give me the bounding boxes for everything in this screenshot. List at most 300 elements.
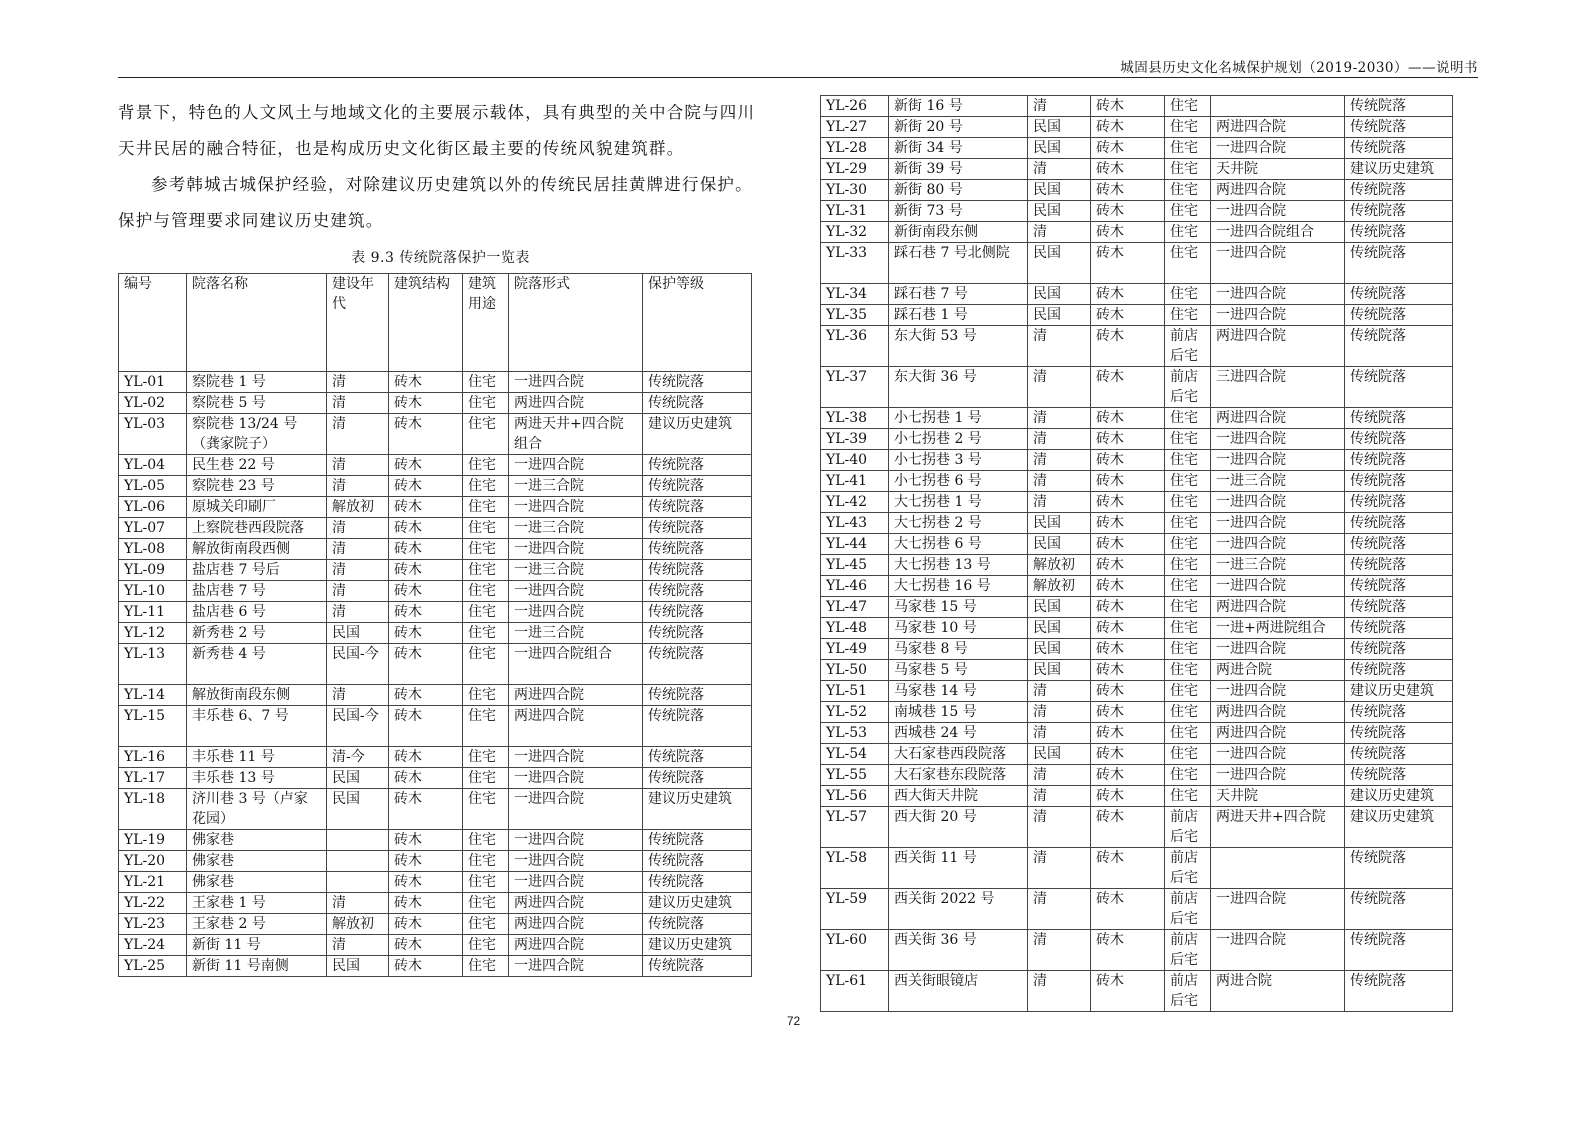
table-cell: 一进三合院 [509,476,643,497]
table-cell: 住宅 [1165,597,1211,618]
table-cell: 传统院落 [1345,618,1453,639]
table-cell: 传统院落 [1345,513,1453,534]
table-cell: YL-46 [821,576,889,597]
table-cell: YL-34 [821,284,889,305]
table-cell: 清 [327,602,389,623]
table-cell: 两进四合院 [509,935,643,956]
table-cell: 新街 39 号 [889,159,1028,180]
table-cell: YL-44 [821,534,889,555]
table-cell: 民国 [1028,305,1091,326]
table-cell: 一进四合院 [509,956,643,977]
table-cell: 南城巷 15 号 [889,702,1028,723]
table-cell: 住宅 [1165,618,1211,639]
table-cell: 砖木 [389,768,463,789]
table-cell: YL-20 [119,851,187,872]
table-cell: 传统院落 [643,706,752,747]
table-cell: 一进四合院 [1211,450,1345,471]
table-cell: 解放街南段东侧 [187,685,327,706]
table-cell: 住宅 [463,893,509,914]
table-row [821,639,1453,660]
body-paragraph-2: 参考韩城古城保护经验，对除建议历史建筑以外的传统民居挂黄牌进行保护。保护与管理要求同建议历史建筑。 [118,175,753,230]
table-cell: 清 [1028,326,1091,367]
table-cell: 砖木 [389,497,463,518]
table-cell: 砖木 [1091,117,1165,138]
table-cell: 清 [1028,492,1091,513]
table-cell: 踩石巷 7 号 [889,284,1028,305]
table-cell: 砖木 [1091,429,1165,450]
table-cell: 一进四合院 [509,789,643,830]
table-cell: 盐店巷 7 号后 [187,560,327,581]
table-cell: 住宅 [463,539,509,560]
table-cell: 砖木 [1091,222,1165,243]
table-cell: 民国 [1028,744,1091,765]
table-cell: 砖木 [1091,639,1165,660]
table-cell: 传统院落 [1345,180,1453,201]
table-cell: 两进合院 [1211,660,1345,681]
table-cell: 前店后宅 [1165,930,1211,971]
table-row [119,914,752,935]
table-cell: 建议历史建筑 [1345,807,1453,848]
table-cell: 盐店巷 7 号 [187,581,327,602]
table-cell: 大七拐巷 16 号 [889,576,1028,597]
table-cell: 大七拐巷 2 号 [889,513,1028,534]
table-cell: YL-59 [821,889,889,930]
table-cell: 清 [1028,367,1091,408]
table-cell: 砖木 [389,935,463,956]
table-cell: 传统院落 [1345,555,1453,576]
table-row [821,971,1453,1012]
table-cell: 前店后宅 [1165,848,1211,889]
table-cell: 新街 16 号 [889,96,1028,117]
table-cell: 砖木 [389,747,463,768]
table-cell: 两进天井+四合院组合 [509,414,643,455]
table-cell: 传统院落 [643,476,752,497]
table-cell: 传统院落 [1345,471,1453,492]
table-body-right [821,96,1453,1012]
table-cell: 一进四合院 [1211,492,1345,513]
table-cell: 砖木 [389,644,463,685]
table-cell: 传统院落 [1345,660,1453,681]
table-cell: YL-10 [119,581,187,602]
table-cell: YL-08 [119,539,187,560]
table-cell: 清 [327,518,389,539]
table-cell: 清 [327,581,389,602]
table-row [821,930,1453,971]
table-cell: 住宅 [1165,450,1211,471]
table-cell: 一进四合院 [1211,513,1345,534]
table-cell: 传统院落 [1345,305,1453,326]
table-cell: YL-35 [821,305,889,326]
table-cell: 传统院落 [1345,492,1453,513]
table-cell: 砖木 [1091,971,1165,1012]
table-cell: YL-36 [821,326,889,367]
table-cell: 清 [327,539,389,560]
table-cell: 砖木 [1091,618,1165,639]
table-cell: 砖木 [389,414,463,455]
table-cell: 砖木 [1091,555,1165,576]
table-cell: YL-51 [821,681,889,702]
table-cell: 两进四合院 [1211,702,1345,723]
table-cell: 盐店巷 6 号 [187,602,327,623]
table-row [821,96,1453,117]
table-cell: 住宅 [463,602,509,623]
table-cell: 传统院落 [643,644,752,685]
table-cell: 砖木 [1091,807,1165,848]
table-row [119,872,752,893]
table-cell: 清 [1028,96,1091,117]
table-cell: 马家巷 14 号 [889,681,1028,702]
table-cell: 民国 [1028,513,1091,534]
left-column [118,95,763,977]
table-cell: 清 [1028,765,1091,786]
table-cell: YL-50 [821,660,889,681]
table-cell: YL-31 [821,201,889,222]
table-cell: 住宅 [1165,555,1211,576]
table-cell: YL-48 [821,618,889,639]
table-cell: 住宅 [463,914,509,935]
table-cell: 住宅 [463,706,509,747]
table-cell: YL-55 [821,765,889,786]
table-cell: YL-58 [821,848,889,889]
table-cell: YL-39 [821,429,889,450]
table-cell: 两进四合院 [509,393,643,414]
table-cell: 住宅 [463,581,509,602]
table-cell: 新街 11 号南侧 [187,956,327,977]
table-cell: 一进四合院 [509,539,643,560]
table-cell: 大石家巷西段院落 [889,744,1028,765]
table-cell: 传统院落 [643,602,752,623]
table-cell: YL-22 [119,893,187,914]
table-cell: 住宅 [1165,138,1211,159]
table-cell: 砖木 [1091,96,1165,117]
table-row [119,851,752,872]
table-cell: 砖木 [389,623,463,644]
table-cell: 民国 [1028,597,1091,618]
table-cell: 住宅 [1165,534,1211,555]
table-row [119,893,752,914]
table-cell: 砖木 [1091,702,1165,723]
table-cell: 小七拐巷 3 号 [889,450,1028,471]
table-cell: 传统院落 [1345,930,1453,971]
table-cell: 新街 80 号 [889,180,1028,201]
table-cell: 一进四合院 [509,851,643,872]
table-cell: 民国-今 [327,706,389,747]
table-cell: 民国 [1028,639,1091,660]
table-cell: 砖木 [389,602,463,623]
table-cell: 传统院落 [1345,367,1453,408]
table-cell: 砖木 [1091,786,1165,807]
table-cell: 住宅 [463,497,509,518]
table-cell: 上察院巷西段院落 [187,518,327,539]
table-cell: 一进四合院 [1211,930,1345,971]
table-cell: 一进四合院 [1211,681,1345,702]
table-row [821,807,1453,848]
table-cell: YL-56 [821,786,889,807]
table-cell: 一进四合院 [509,455,643,476]
table-cell: 天井院 [1211,786,1345,807]
table-cell: 住宅 [463,830,509,851]
table-cell: 住宅 [1165,243,1211,284]
table-row [821,326,1453,367]
table-cell: 两进四合院 [1211,326,1345,367]
header-cell: 建设年代 [327,274,389,372]
table-cell: 民国 [1028,534,1091,555]
table-cell: 一进四合院 [1211,305,1345,326]
table-cell: 一进四合院 [1211,138,1345,159]
table-cell: 新秀巷 2 号 [187,623,327,644]
table-cell [327,872,389,893]
table-cell: YL-23 [119,914,187,935]
table-cell: 传统院落 [643,560,752,581]
table-cell: 两进四合院 [1211,723,1345,744]
table-cell: 住宅 [1165,471,1211,492]
table-cell: YL-32 [821,222,889,243]
table-row [119,830,752,851]
table-cell: 传统院落 [643,623,752,644]
table-cell: 住宅 [463,747,509,768]
table-cell: YL-12 [119,623,187,644]
table-cell: 砖木 [1091,723,1165,744]
table-cell: 清 [1028,848,1091,889]
table-cell: 住宅 [463,935,509,956]
table-cell: 清 [1028,702,1091,723]
table-cell: 一进四合院 [509,830,643,851]
table-cell: 传统院落 [1345,639,1453,660]
table-row [119,935,752,956]
table-cell: 丰乐巷 13 号 [187,768,327,789]
table-cell: 西城巷 24 号 [889,723,1028,744]
table-cell: 清 [327,893,389,914]
table-cell: 建议历史建筑 [1345,786,1453,807]
table-cell: 住宅 [1165,702,1211,723]
table-cell: 一进三合院 [509,623,643,644]
table-cell: 一进四合院 [509,497,643,518]
table-row [821,513,1453,534]
table-cell: 传统院落 [1345,702,1453,723]
table-cell: 一进三合院 [1211,555,1345,576]
table-row [821,848,1453,889]
table-cell: 住宅 [463,414,509,455]
table-cell: YL-41 [821,471,889,492]
table-cell: 砖木 [1091,471,1165,492]
courtyard-table-left [118,273,752,977]
table-cell: 一进三合院 [509,518,643,539]
table-header-row [119,274,752,372]
table-cell: 小七拐巷 1 号 [889,408,1028,429]
table-cell: 砖木 [1091,576,1165,597]
table-cell: 小七拐巷 2 号 [889,429,1028,450]
table-cell: 住宅 [1165,96,1211,117]
table-cell: 一进四合院组合 [509,644,643,685]
table-cell: 传统院落 [1345,284,1453,305]
table-cell: 东大街 53 号 [889,326,1028,367]
table-row [119,560,752,581]
table-cell: YL-53 [821,723,889,744]
table-cell: 解放街南段西侧 [187,539,327,560]
table-cell: 住宅 [1165,492,1211,513]
table-cell: 传统院落 [643,455,752,476]
table-cell: 砖木 [1091,660,1165,681]
table-cell: 察院巷 23 号 [187,476,327,497]
table-row [821,408,1453,429]
table-cell: YL-52 [821,702,889,723]
table-cell: 清 [1028,222,1091,243]
table-cell: YL-25 [119,956,187,977]
table-cell: 天井院 [1211,159,1345,180]
table-cell: 民国 [1028,201,1091,222]
table-cell: 两进合院 [1211,971,1345,1012]
table-cell: YL-03 [119,414,187,455]
table-cell: 清 [1028,681,1091,702]
table-cell: 新秀巷 4 号 [187,644,327,685]
table-cell: YL-29 [821,159,889,180]
table-cell: YL-45 [821,555,889,576]
table-cell [327,851,389,872]
table-cell: 两进四合院 [509,914,643,935]
table-cell: 两进四合院 [509,685,643,706]
table-row [821,660,1453,681]
table-cell: 一进四合院 [1211,284,1345,305]
table-cell: 住宅 [463,623,509,644]
table-cell: YL-30 [821,180,889,201]
table-cell: 一进三合院 [1211,471,1345,492]
table-cell: 住宅 [1165,222,1211,243]
table-cell: 砖木 [1091,765,1165,786]
table-cell: 住宅 [1165,576,1211,597]
table-cell [1211,848,1345,889]
table-cell: 住宅 [463,518,509,539]
table-cell: 住宅 [463,789,509,830]
table-cell: 传统院落 [1345,326,1453,367]
table-cell: 原城关印刷厂 [187,497,327,518]
table-cell: YL-24 [119,935,187,956]
table-cell: YL-21 [119,872,187,893]
table-cell: YL-19 [119,830,187,851]
table-cell: 民国 [1028,660,1091,681]
table-row [821,201,1453,222]
table-cell: 王家巷 2 号 [187,914,327,935]
table-cell: 建议历史建筑 [643,893,752,914]
table-cell: 砖木 [389,581,463,602]
table-cell: 佛家巷 [187,830,327,851]
table-cell: 砖木 [1091,180,1165,201]
body-paragraph-1: 背景下，特色的人文风土与地域文化的主要展示载体，具有典型的关中合院与四川天井民居的融合特征，也是构成历史文化街区最主要的传统风貌建筑群。 [118,103,756,158]
table-cell: 佛家巷 [187,872,327,893]
table-cell: 砖木 [389,476,463,497]
table-cell: 一进四合院 [509,581,643,602]
table-cell: 砖木 [389,560,463,581]
table-cell: YL-43 [821,513,889,534]
table-cell: 一进四合院 [509,872,643,893]
table-cell: 砖木 [1091,243,1165,284]
table-cell: 住宅 [1165,744,1211,765]
table-row [119,789,752,830]
table-cell: YL-33 [821,243,889,284]
table-cell: 前店后宅 [1165,367,1211,408]
table-cell: 清 [327,393,389,414]
table-cell: 传统院落 [643,914,752,935]
table-cell: 砖木 [1091,326,1165,367]
table-row [119,476,752,497]
table-cell: 西大街天井院 [889,786,1028,807]
table-cell: 丰乐巷 6、7 号 [187,706,327,747]
table-cell: 传统院落 [1345,576,1453,597]
table-cell: 传统院落 [643,830,752,851]
table-cell: YL-18 [119,789,187,830]
table-cell: 察院巷 5 号 [187,393,327,414]
table-cell: 大七拐巷 13 号 [889,555,1028,576]
page-header: 城固县历史文化名城保护规划（2019-2030）——说明书 [1120,60,1478,76]
table-cell: 住宅 [1165,305,1211,326]
table-cell: 砖木 [1091,930,1165,971]
table-cell: 住宅 [463,685,509,706]
table-cell: 民国 [1028,243,1091,284]
table-row [119,685,752,706]
table-cell: YL-60 [821,930,889,971]
table-cell: 三进四合院 [1211,367,1345,408]
table-cell: YL-47 [821,597,889,618]
table-cell: 建议历史建筑 [643,414,752,455]
table-cell: 砖木 [389,372,463,393]
table-cell: 传统院落 [643,497,752,518]
table-cell: 住宅 [1165,639,1211,660]
table-cell: YL-40 [821,450,889,471]
header-cell: 建筑结构 [389,274,463,372]
table-cell: YL-49 [821,639,889,660]
table-cell: 住宅 [463,393,509,414]
table-row [821,765,1453,786]
table-cell: 传统院落 [1345,723,1453,744]
table-cell: 解放初 [327,497,389,518]
table-cell: 传统院落 [1345,848,1453,889]
table-cell: 传统院落 [643,685,752,706]
table-row [821,576,1453,597]
table-cell: 民国 [1028,138,1091,159]
table-cell: 建议历史建筑 [1345,159,1453,180]
table-cell: 砖木 [1091,492,1165,513]
table-cell: YL-14 [119,685,187,706]
table-cell: 建议历史建筑 [643,935,752,956]
table-cell: 住宅 [1165,765,1211,786]
table-cell: 一进四合院 [509,747,643,768]
table-cell: 传统院落 [643,539,752,560]
header-cell: 院落形式 [509,274,643,372]
table-cell: 清 [327,935,389,956]
table-cell: 大七拐巷 6 号 [889,534,1028,555]
table-cell: 传统院落 [643,518,752,539]
table-cell: 传统院落 [1345,765,1453,786]
table-row [821,284,1453,305]
table-cell: 清-今 [327,747,389,768]
table-cell: 传统院落 [1345,201,1453,222]
table-row [119,644,752,685]
table-cell: 砖木 [1091,450,1165,471]
table-cell: YL-05 [119,476,187,497]
table-cell: 住宅 [1165,786,1211,807]
table-cell: 民国 [327,956,389,977]
table-cell: 一进四合院组合 [1211,222,1345,243]
table-cell: 一进四合院 [1211,201,1345,222]
table-row [821,723,1453,744]
table-cell [1211,96,1345,117]
table-row [119,581,752,602]
table-row [119,956,752,977]
table-cell: YL-04 [119,455,187,476]
table-cell: 清 [327,560,389,581]
table-cell: 新街 11 号 [187,935,327,956]
table-cell: YL-61 [821,971,889,1012]
table-cell: 民国 [1028,117,1091,138]
